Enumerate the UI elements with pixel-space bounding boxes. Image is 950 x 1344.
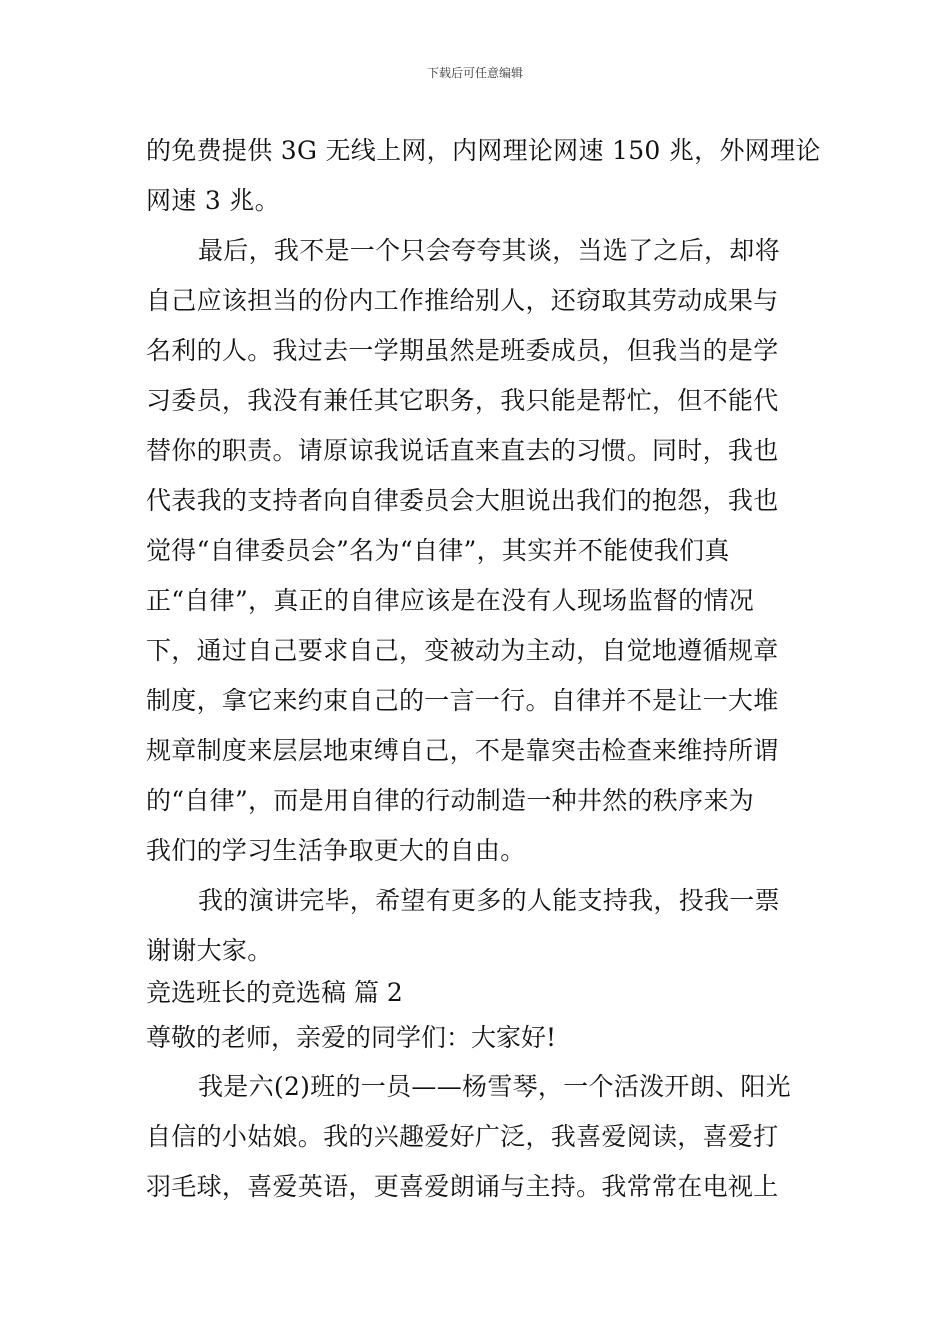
paragraph-line: 谢谢大家。 xyxy=(146,936,273,965)
paragraph-line: 的“自律”，而是用自律的行动制造一种井然的秩序来为 xyxy=(146,786,755,815)
paragraph-line: 下，通过自己要求自己，变被动为主动，自觉地遵循规章 xyxy=(146,636,779,665)
paragraph-line: 名利的人。我过去一学期虽然是班委成员，但我当的是学 xyxy=(146,336,779,365)
header-note: 下载后可任意编辑 xyxy=(426,66,523,80)
section-heading: 竞选班长的竞选稿 篇 2 xyxy=(146,978,403,1007)
paragraph-line: 习委员，我没有兼任其它职务，我只能是帮忙，但不能代 xyxy=(146,386,779,415)
paragraph-line: 代表我的支持者向自律委员会大胆说出我们的抱怨，我也 xyxy=(146,486,779,515)
paragraph-line: 我是六(2)班的一员——杨雪琴，一个活泼开朗、阳光 xyxy=(198,1072,791,1101)
paragraph-line: 替你的职责。请原谅我说话直来直去的习惯。同时，我也 xyxy=(146,436,779,465)
paragraph-line: 最后，我不是一个只会夸夸其谈，当选了之后，却将 xyxy=(198,236,780,265)
paragraph-line: 觉得“自律委员会”名为“自律”，其实并不能使我们真 xyxy=(146,536,730,565)
paragraph-line: 我们的学习生活争取更大的自由。 xyxy=(146,836,526,865)
paragraph-line: 制度，拿它来约束自己的一言一行。自律并不是让一大堆 xyxy=(146,686,779,715)
paragraph-line: 规章制度来层层地束缚自己，不是靠突击检查来维持所谓 xyxy=(146,736,779,765)
greeting-line: 尊敬的老师，亲爱的同学们：大家好! xyxy=(146,1023,557,1052)
paragraph-line: 自信的小姑娘。我的兴趣爱好广泛，我喜爱阅读，喜爱打 xyxy=(146,1122,779,1151)
paragraph-line: 自己应该担当的份内工作推给别人，还窃取其劳动成果与 xyxy=(146,286,779,315)
paragraph-line: 的免费提供 3G 无线上网，内网理论网速 150 兆，外网理论 xyxy=(146,136,821,165)
paragraph-line: 正“自律”，真正的自律应该是在没有人现场监督的情况 xyxy=(146,586,755,615)
paragraph-line: 羽毛球，喜爱英语，更喜爱朗诵与主持。我常常在电视上 xyxy=(146,1172,779,1201)
paragraph-line: 我的演讲完毕，希望有更多的人能支持我，投我一票 xyxy=(198,886,780,915)
paragraph-line: 网速 3 兆。 xyxy=(146,186,280,215)
document-body xyxy=(146,126,821,1212)
